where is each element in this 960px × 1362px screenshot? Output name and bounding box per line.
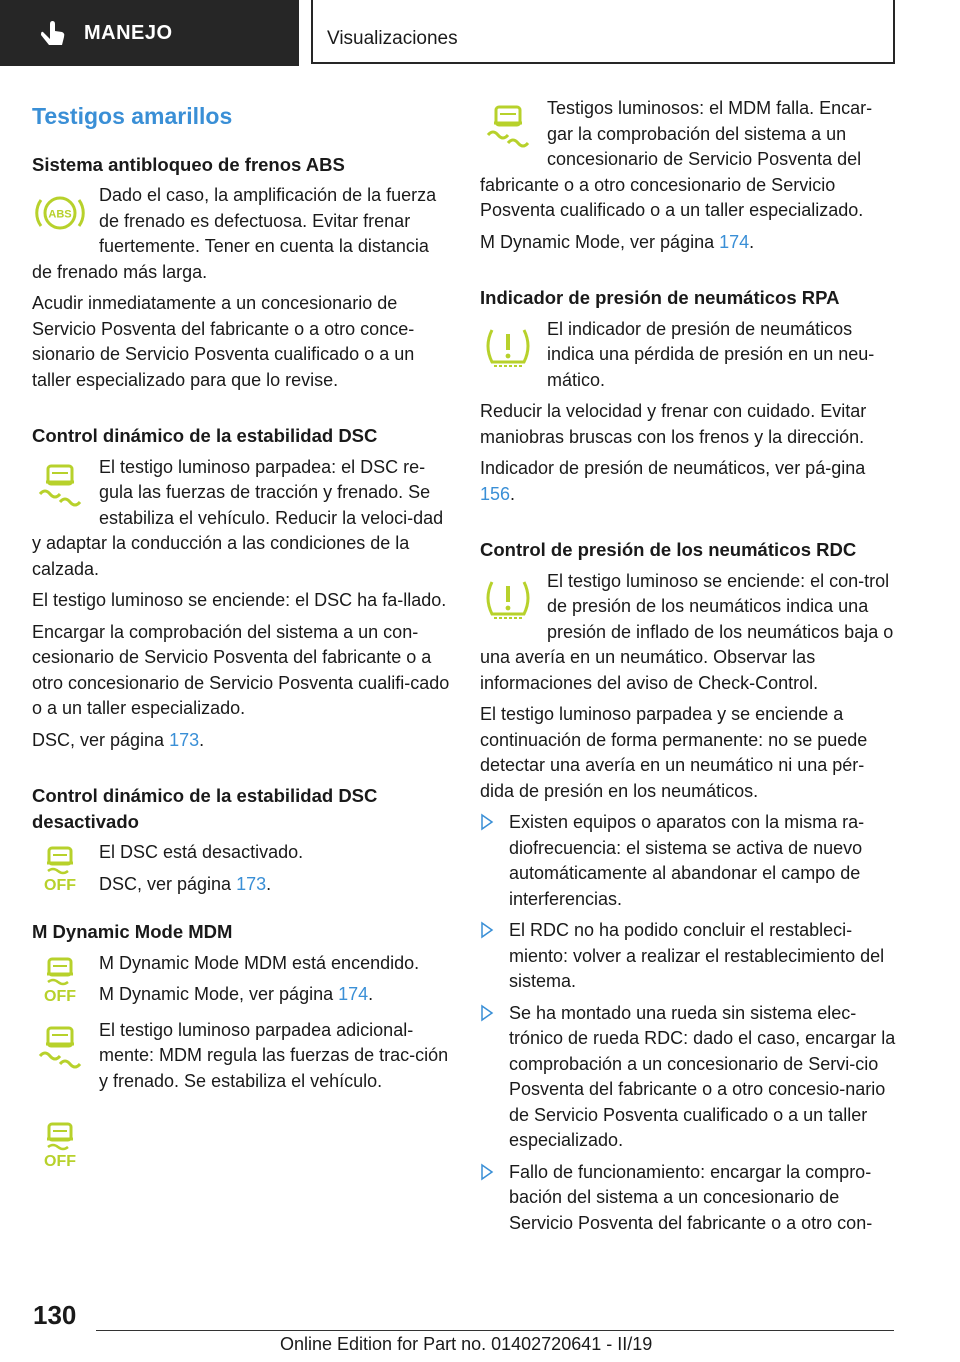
right-column — [480, 96, 896, 1242]
topic-label: Visualizaciones — [327, 28, 458, 49]
list-item — [480, 918, 896, 995]
dsc-text-3: Encargar la comprobación del sistema a un con-cesionario de Servicio Posventa del fabricante o a otro concesionario de Servicio Posventa cualifi-cado o a un taller especializado. — [32, 621, 450, 718]
dsc-off-entry — [32, 840, 450, 897]
mdm-fault-ref-text: M Dynamic Mode, ver página — [480, 231, 720, 252]
mdm-off-icon — [32, 957, 88, 1003]
bullet-text-2: El RDC no ha podido concluir el restableci-miento: volver a realizar el restablecimiento del sistema. — [509, 920, 885, 991]
tire-pressure-icon — [480, 323, 536, 371]
mdm-page-link[interactable]: 174 — [338, 984, 369, 1004]
dsc-page-link[interactable]: 173 — [169, 729, 200, 750]
mdm-dsc-icon — [32, 1024, 88, 1070]
rpa-heading: Indicador de presión de neumáticos RPA — [480, 287, 840, 308]
mdm-flash-text: El testigo luminoso parpadea adicional-mente: MDM regula las fuerzas de trac-ción y frenado. Se estabiliza el vehículo. — [99, 1019, 449, 1091]
list-item — [480, 810, 896, 912]
rpa-text-1 — [480, 317, 896, 394]
footer-divider — [96, 1330, 894, 1331]
rpa-text-2: Reducir la velocidad y frenar con cuidado. Evitar maniobras bruscas con los frenos y la dirección. — [480, 401, 867, 447]
dsc-off-reference — [99, 872, 450, 898]
dsc-heading: Control dinámico de la estabilidad DSC — [32, 425, 378, 446]
dsc-off-page-link[interactable]: 173 — [236, 873, 267, 894]
mdm-ref-end: . — [368, 984, 374, 1004]
dsc-off-ref-end: . — [266, 873, 272, 894]
mdm-fault-ref-end: . — [749, 231, 755, 252]
bullet-triangle-icon — [480, 1004, 494, 1022]
rdc-text-1 — [480, 569, 896, 697]
rpa-ref-text: Indicador de presión de neumáticos, ver pá-gina — [480, 458, 866, 478]
mdm-ref-text: M Dynamic Mode, ver página — [99, 984, 339, 1004]
bullet-triangle-icon — [480, 813, 494, 831]
dsc-off-ref-text: DSC, ver página — [99, 873, 237, 894]
mdm-fault-text — [480, 96, 896, 224]
rdc-tire-icon — [480, 575, 536, 623]
rdc-heading: Control de presión de los neumáticos RDC — [480, 539, 857, 560]
mdm-reference — [99, 982, 450, 1008]
rpa-text-1-content: El indicador de presión de neumáticos indica una pérdida de presión en un neu-mático. — [547, 318, 875, 390]
chapter-tab — [0, 0, 299, 66]
dsc-warning-icon — [32, 461, 88, 509]
mdm-fault-dsc-icon — [480, 102, 536, 150]
rpa-reference — [480, 456, 896, 507]
chapter-label: MANEJO — [84, 21, 173, 44]
abs-warning-icon — [32, 189, 88, 237]
dsc-text-1 — [32, 455, 450, 583]
mdm-fault-off-icon — [32, 1122, 88, 1168]
topic-box — [311, 0, 895, 64]
bullet-text-1: Existen equipos o aparatos con la misma ra-diofrecuencia: el sistema se activa de nuevo automáticamente al abandonar el campo de interferencias. — [509, 812, 865, 909]
rdc-text-2: El testigo luminoso parpadea y se enciende a continuación de forma permanente: no se puede detectar una avería en un neumático ni una pér-dida de presión en los neumáticos. — [480, 704, 868, 801]
mdm-fault-text-content: Testigos luminosos: el MDM falla. Encar-gar la comprobación del sistema a un concesionario de Servicio Posventa del fabricante o a otro concesionario de Servicio Posventa cualificado o a un taller especializado. — [480, 98, 873, 220]
mdm-on-text: M Dynamic Mode MDM está encendido. — [99, 952, 420, 973]
left-column — [32, 96, 450, 1171]
mdm-fault-page-link[interactable]: 174 — [719, 231, 750, 252]
dsc-off-text: El DSC está desactivado. — [99, 842, 304, 862]
list-item — [480, 1160, 896, 1237]
section-title: Testigos amarillos — [32, 103, 233, 129]
bullet-triangle-icon — [480, 921, 494, 939]
rpa-page-link[interactable]: 156 — [480, 483, 511, 504]
page-number: 130 — [33, 1300, 77, 1330]
hand-icon — [38, 18, 68, 48]
dsc-text-2: El testigo luminoso se enciende: el DSC ha fa-llado. — [32, 590, 447, 610]
mdm-on-entry — [32, 951, 450, 1008]
mdm-fault-icon-entry — [32, 1116, 450, 1171]
abs-heading: Sistema antibloqueo de frenos ABS — [32, 153, 345, 175]
rdc-text-1-content: El testigo luminoso se enciende: el con-trol de presión de los neumáticos indica una presión de inflado de los neumáticos baja o una avería en un neumático. Observar las informaciones del aviso de Check-Control. — [480, 570, 894, 693]
rpa-ref-end: . — [510, 483, 516, 504]
dsc-text-1-content: El testigo luminoso parpadea: el DSC re-gula las fuerzas de tracción y frenado. Se estabiliza el vehículo. Reducir la veloci-dad y adaptar la conducción a las condiciones de la calzada. — [32, 456, 444, 579]
dsc-off-heading: Control dinámico de la estabilidad DSC desactivado — [32, 785, 378, 832]
bullet-text-3: Se ha montado una rueda sin sistema elec-trónico de rueda RDC: dado el caso, encargar la comprobación a un concesionario de Servi-cio Posventa del fabricante o a otro concesio-nario de Servicio Posventa cualificado o a un taller especializado. — [509, 1002, 896, 1150]
dsc-ref-end: . — [199, 729, 205, 750]
abs-text-2: Acudir inmediatamente a un concesionario de Servicio Posventa del fabricante o a otro conce-sionario de Servicio Posventa cualificado o a un taller especializado para que lo revise. — [32, 293, 415, 390]
dsc-off-icon — [32, 846, 88, 892]
dsc-ref-text: DSC, ver página — [32, 729, 170, 750]
mdm-flash-entry — [32, 1018, 450, 1095]
edition-footer: Online Edition for Part no. 01402720641 - II/19 — [280, 1334, 653, 1354]
list-item — [480, 1001, 896, 1154]
mdm-heading: M Dynamic Mode MDM — [32, 921, 233, 942]
abs-text-1-content: Dado el caso, la amplificación de la fuerza de frenado es defectuosa. Evitar frenar fuertemente. Tener en cuenta la distancia de frenado más larga. — [32, 185, 437, 282]
mdm-fault-reference — [480, 230, 896, 256]
bullet-text-4: Fallo de funcionamiento: encargar la compro-bación del sistema a un concesionario de Servicio Posventa del fabricante o a otro con- — [509, 1161, 873, 1233]
dsc-reference — [32, 728, 450, 754]
abs-text-1 — [32, 183, 450, 285]
bullet-triangle-icon — [480, 1163, 494, 1181]
